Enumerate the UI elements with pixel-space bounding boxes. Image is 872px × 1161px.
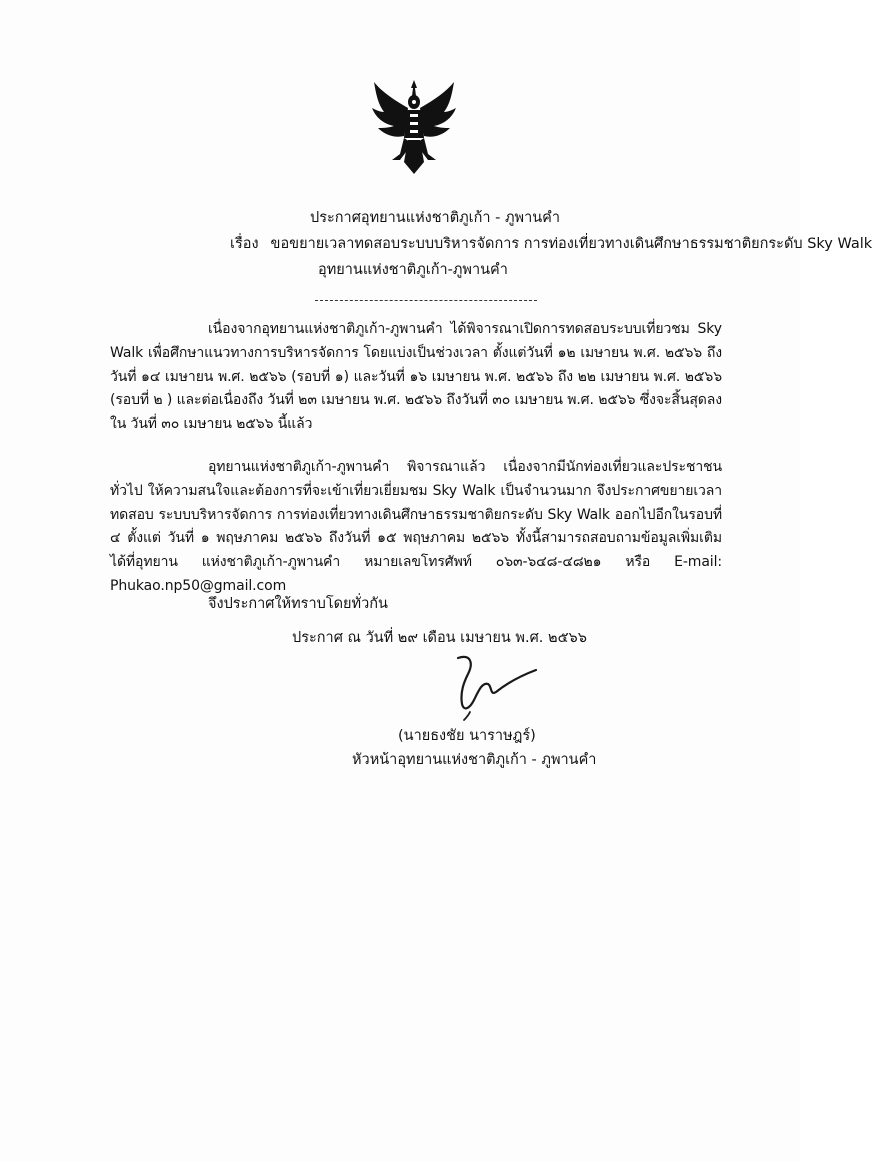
announcement-title: ประกาศอุทยานแห่งชาติภูเก้า - ภูพานคำ bbox=[310, 210, 561, 226]
subject-label: เรื่อง bbox=[230, 236, 259, 252]
park-name: อุทยานแห่งชาติภูเก้า-ภูพานคำ bbox=[318, 262, 508, 278]
signature-mark bbox=[440, 652, 540, 722]
body-paragraph-1: เนื่องจากอุทยานแห่งชาติภูเก้า-ภูพานคำ ได้พิจารณาเปิดการทดสอบระบบเที่ยวชม Sky Walk เพื่อศึกษาแนวทางการบริหารจัดการ โดยแบ่งเป็นช่วงเวลา ตั้งแต่วันที่ ๑๒ เมษายน พ.ศ. ๒๕๖๖ ถึง วันที่ ๑๔ เมษายน พ.ศ. ๒๕๖๖ (รอบที่ ๑) และวันที่ ๑๖ เมษายน พ.ศ. ๒๕๖๖ ถึง ๒๒ เมษายน พ.ศ. ๒๕๖๖ (รอบที่ ๒ ) และต่อเนื่องถึง วันที่ ๒๓ เมษายน พ.ศ. ๒๕๖๖ ถึงวันที่ ๓๐ เมษายน พ.ศ. ๒๕๖๖ ซึ่งจะสิ้นสุดลงใน วันที่ ๓๐ เมษายน ๒๕๖๖ นี้แล้ว bbox=[110, 321, 722, 433]
subject-text: ขอขยายเวลาทดสอบระบบบริหารจัดการ การท่องเที่ยวทางเดินศึกษาธรรมชาติยกระดับ Sky Walk bbox=[270, 236, 872, 252]
announcement-subject-line bbox=[230, 234, 872, 254]
signer-name: (นายธงชัย นาราษฎร์) bbox=[398, 728, 536, 744]
closing-statement: จึงประกาศให้ทราบโดยทั่วกัน bbox=[208, 596, 388, 612]
garuda-emblem-icon bbox=[370, 78, 458, 176]
dashed-separator bbox=[315, 300, 537, 301]
body-paragraph-2: อุทยานแห่งชาติภูเก้า-ภูพานคำ พิจารณาแล้ว เนื่องจากมีนักท่องเที่ยวและประชาชนทั่วไป ให้ความสนใจและต้องการที่จะเข้าเที่ยวเยี่ยมชม Sky Walk เป็นจำนวนมาก จึงประกาศขยายเวลาทดสอบ ระบบบริหารจัดการ การท่องเที่ยวทางเดินศึกษาธรรมชาติยกระดับ Sky Walk ออกไปอีกในรอบที่ ๔ ตั้งแต่ วันที่ ๑ พฤษภาคม ๒๕๖๖ ถึงวันที่ ๑๕ พฤษภาคม ๒๕๖๖ ทั้งนี้สามารถสอบถามข้อมูลเพิ่มเติมได้ที่อุทยาน แห่งชาติภูเก้า-ภูพานคำ หมายเลขโทรศัพท์ ๐๖๓-๖๔๘-๔๘๒๑ หรือ E-mail: Phukao.np50@gmail.com bbox=[110, 459, 722, 594]
announcement-date: ประกาศ ณ วันที่ ๒๙ เดือน เมษายน พ.ศ. ๒๕๖๖ bbox=[292, 630, 587, 646]
signer-title: หัวหน้าอุทยานแห่งชาติภูเก้า - ภูพานคำ bbox=[352, 752, 597, 768]
